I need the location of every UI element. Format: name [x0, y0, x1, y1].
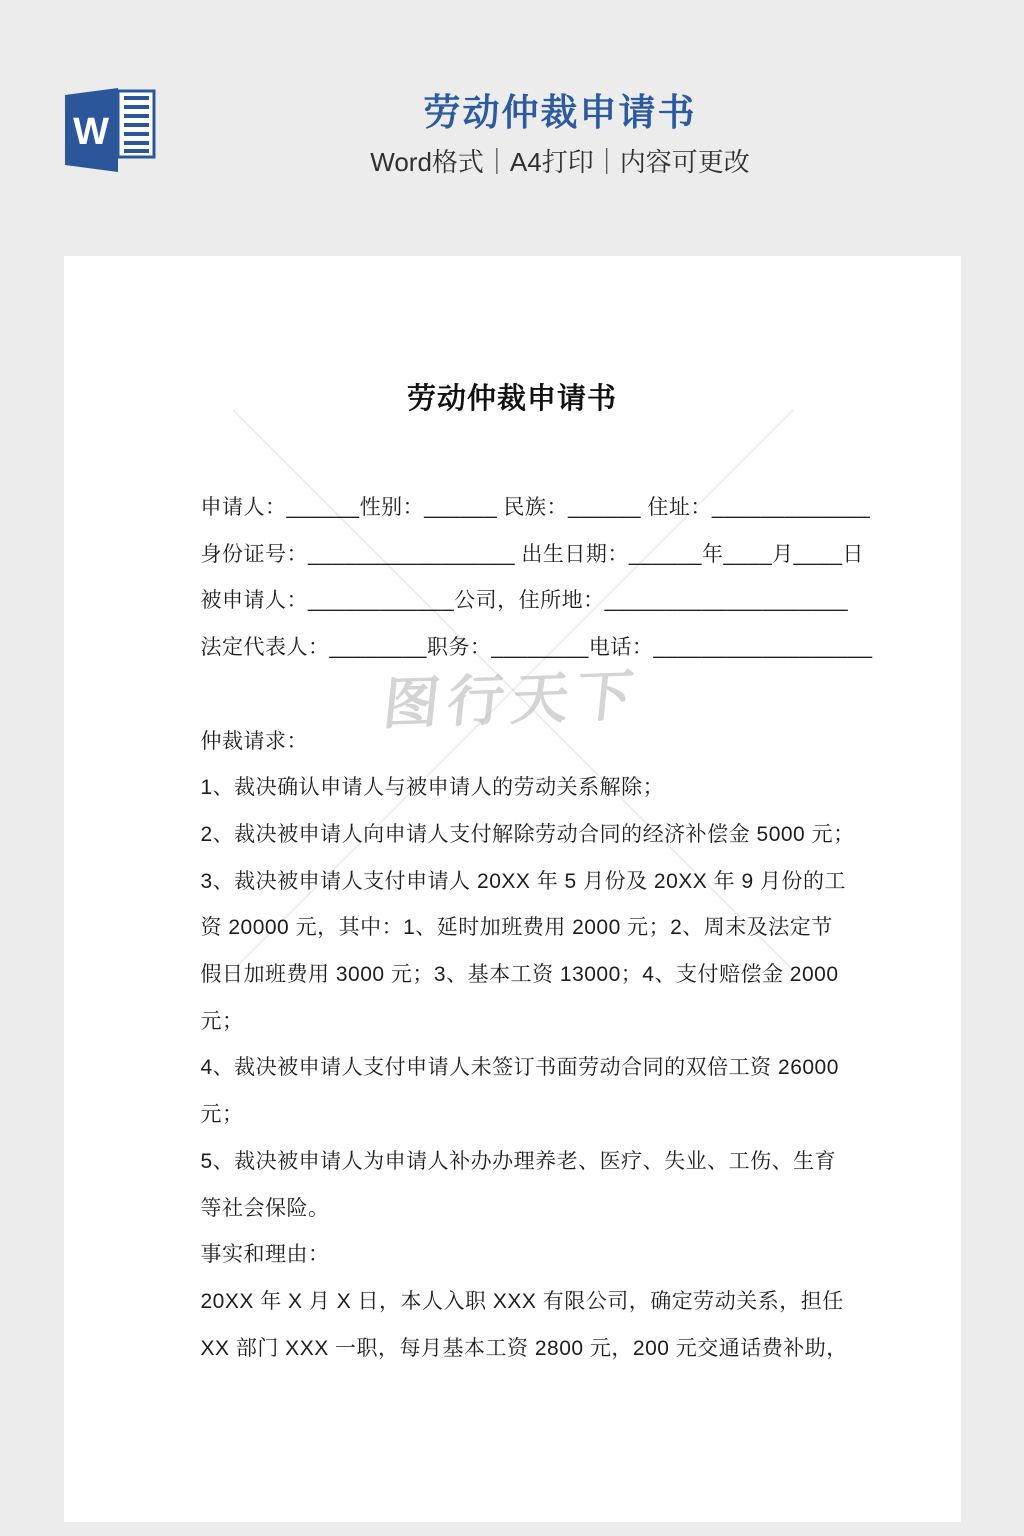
form-line: 法定代表人：________职务：________电话：__________________ [200, 636, 873, 660]
form-line: 申请人：______性别：______ 民族：______ 住址：_____________ [200, 496, 871, 519]
header-subtitle: Word格式｜A4打印｜内容可更改 [370, 147, 750, 177]
body-line: 假日加班费用 3000 元；3、基本工资 13000；4、支付赔偿金 2000 [200, 963, 839, 987]
body-line: 5、裁决被申请人为申请人补办办理养老、医疗、失业、工伤、生育 [200, 1149, 837, 1173]
body-line: XX 部门 XXX 一职，每月基本工资 2800 元，200 元交通话费补助， [200, 1336, 848, 1360]
body-line: 等社会保险。 [200, 1196, 330, 1220]
body-line: 2、裁决被申请人向申请人支付解除劳动合同的经济补偿金 5000 元； [200, 822, 855, 846]
body-line: 元； [200, 1103, 244, 1127]
body-line: 4、裁决被申请人支付申请人未签订书面劳动合同的双倍工资 26000 [200, 1056, 839, 1080]
header-text-block [160, 90, 960, 178]
template-header [0, 0, 1024, 256]
body-line: 元； [200, 1009, 244, 1033]
body-line: 1、裁决确认申请人与被申请人的劳动关系解除； [200, 776, 665, 800]
body-line: 仲裁请求： [200, 729, 308, 753]
watermark-text: 图行天下 [379, 663, 644, 736]
document-title: 劳动仲裁申请书 [406, 383, 617, 415]
body-line: 3、裁决被申请人支付申请人 20XX 年 5 月份及 20XX 年 9 月份的工 [200, 869, 846, 893]
watermark-gap [201, 672, 824, 719]
form-section [200, 485, 873, 672]
document-page [64, 256, 961, 1522]
body-line: 事实和理由： [200, 1243, 330, 1267]
form-line: 被申请人：____________公司，住所地：____________________ [200, 589, 849, 613]
body-section [200, 719, 855, 1373]
header-title: 劳动仲裁申请书 [423, 92, 697, 133]
word-icon-letter: W [73, 111, 109, 153]
body-line: 资 20000 元，其中：1、延时加班费用 2000 元；2、周末及法定节 [200, 916, 833, 940]
form-line: 身份证号：_________________ 出生日期：______年____月____日 [200, 542, 864, 566]
document-content [200, 256, 873, 1372]
word-icon [65, 88, 157, 172]
body-line: 20XX 年 X 月 X 日，本人入职 XXX 有限公司，确定劳动关系，担任 [200, 1289, 844, 1313]
